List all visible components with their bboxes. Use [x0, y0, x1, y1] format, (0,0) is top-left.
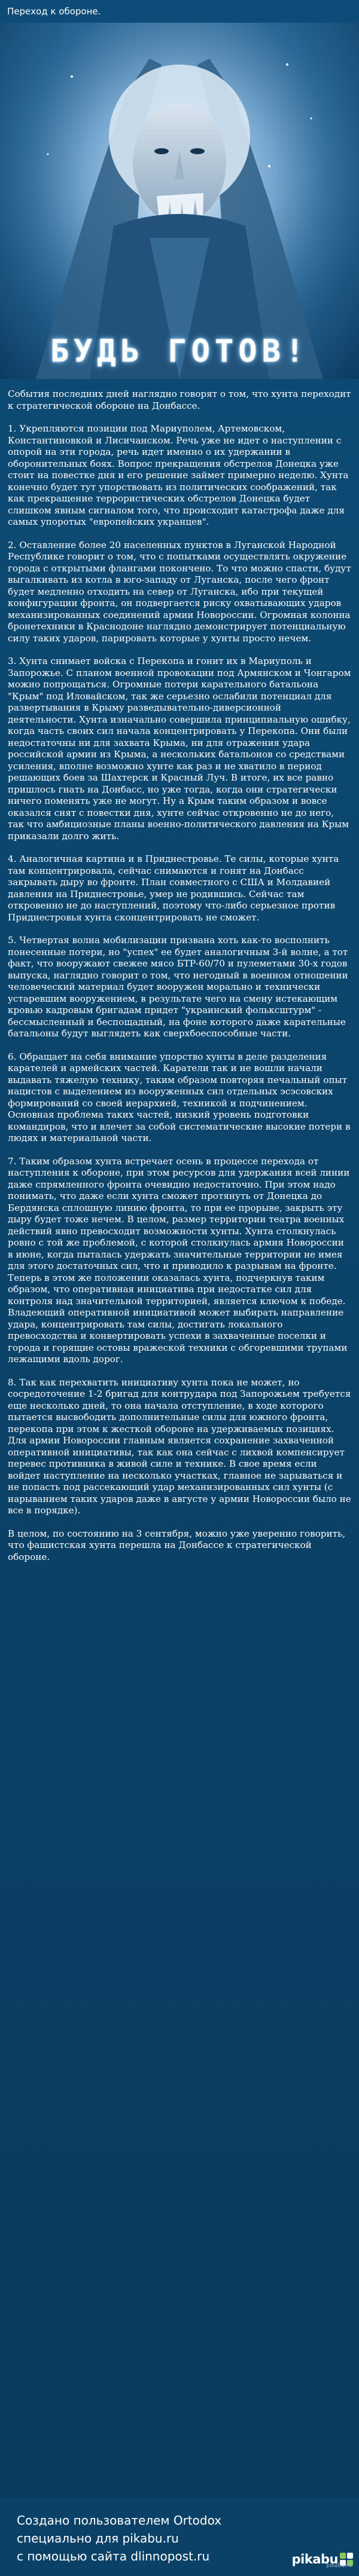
paragraph-7: 7. Таким образом хунта встречает осень в процессе перехода от наступления к обороне, при этом ресурсов для удержания всей линии даже спрямленного фронта очевидно недостаточно. При этом надо понимать, что даже если хунта сможет протянуть от Донецка до Бердянска сплошную линию фронта, то при ее прорыве, закрыть эту дыру будет тоже нечем. В целом, размер территории театра военных действий явно превосходит возможности хунты. Хунта столкнулась ровно с той же проблемой, с которой столкнулась армия Новороссии в июне, когда пыталась удержать значительные территории не имея для этого достаточных сил, что и приводило к разрывам на фронте. Теперь в этом же положении оказалась хунта, подчеркнув таким образом, что оперативная инициатива при недостатке сил для контроля над значительной территорией, является ключом к победе. Владеющий оперативной инициативой может выбирать направление удара, концентрировать там силы, достигать локального превосходства и конвертировать успехи в захваченные поселки и города и горящие остовы вражеской техники с обгоревшими трупами лежащими вдоль дорог.	[8, 1155, 350, 1365]
watermark: pikabu.ru	[326, 2563, 352, 2569]
paragraph-conclusion: В целом, по состоянию на 3 сентября, можно уже уверенно говорить, что фашистская хунта перешла на Донбассе к стратегической обороне.	[8, 1528, 346, 1562]
paragraph-2: 2. Оставление более 20 населенных пунктов в Луганской Народной Республике говорит о том, что с попытками осуществлять окружение города с открытыми флангами покончено. То что можно спасти, будут выгалкивать из котла в юго-западу от Луганска, после чего фронт будет медленно отходить на север от Луганска, ибо при текущей конфигурации фронта, он подвергается риску охватывающих ударов механизированных соединений армии Новороссии. Огромная колонна бронетехники в Краснодоне наглядно демонстрирует потенциальную силу таких ударов, парировать которые у хунты просто нечем.	[8, 539, 351, 644]
poster-caption: БУДЬ ГОТОВ!	[50, 334, 309, 369]
credit-generator: с помощью сайта dlinnopost.ru	[17, 2549, 210, 2563]
paragraph-1: 1. Укрепляются позиции под Мариуполем, Артемовском, Константиновкой и Лисичанском. Речь уже не идет о наступлении с опорой на эти города, речь идет именно о их удержании в оборонительных боях. Вопрос прекращения обстрелов Донецка уже стоит на повестке дня и его решение займет примерно неделю. Хунта конечно будет тут упорствовать из политических соображений, так как прекращение террористических обстрелов Донецка будет слишком явным сигналом того, что происходит катастрофа даже для самых упоротых "европейских укранцев".	[8, 423, 349, 527]
post-title: Переход к обороне.	[0, 0, 359, 23]
paragraph-intro: События последних дней наглядно говорят о том, что хунта переходит к стратегической обороне на Донбассе.	[8, 388, 351, 411]
paragraph-5: 5. Четвертая волна мобилизации призвана хоть как-то восполнить понесенные потери, но "успех" ее будет аналогичным 3-й волне, а тот факт, что вооружают свежее мясо БТР-60/70 и пулеметами 30-х годов выпуска, наглядно говорит о том, что негодный в военном отношении человеческий материал будет вооружен морально и технически устаревшим вооружением, в результате чего на смену истекающим кровью кадровым бригадам придет "украинский фольксштурм" - бессмысленный и беспощадный, на фоне которого даже карательные батальоны будут выглядеть как сверхбоеспособные части.	[8, 935, 348, 1039]
paragraph-6: 6. Обращает на себя внимание упорство хунты в деле разделения карателей и армейских частей. Каратели так и не вошли начали выдавать тяжелую технику, таким образом повторяя печальный опыт нацистов с выделением из вооруженных сил отдельных эсэсовских формирований со своей иерархией, техникой и подчинением. Основная проблема таких частей, низкий уровень подготовки командиров, что и влечет за собой систематические высокие потери в людях и материальной части.	[8, 1051, 351, 1143]
paragraph-4: 4. Аналогичная картина и в Приднестровье. Те силы, которые хунта там концентрировала, сейчас снимаются и гонят на Донбасс закрывать дыру во фронте. План совместного с США и Молдавией давления на Приднестровье, умер не родившись. Сейчас там откровенно не до наступлений, поэтому что-либо серьезное против Приднестровья хунта сконцентрировать не сможет.	[8, 853, 339, 923]
article-body	[0, 379, 359, 2498]
credit-author: Создано пользователем Ortodox	[17, 2513, 222, 2528]
pikabu-logo-text: pikabu	[291, 2552, 338, 2566]
frozen-face-illustration	[0, 23, 359, 379]
credits-footer	[0, 2498, 359, 2576]
credit-site: специально для pikabu.ru	[17, 2531, 179, 2546]
poster-image	[0, 23, 359, 379]
paragraph-3: 3. Хунта снимает войска с Перекопа и гонит их в Мариуполь и Запорожье. С планом военной провокации под Армянском и Чонгаром можно попрощаться. Огромные потери карательного батальона "Крым" под Иловайском, так же серьезно ослабили потенциал для развертывания в Крыму разведывательно-диверсионной деятельности. Хунта изначально совершила принципиальную ошибку, когда часть своих сил начала концентрировать у Перекопа. Они были недостаточны ни для захвата Крыма, ни для отражения удара российской армии из Крыма, а нескольких батальонов со средствами усиления, вполне возможно хунте как раз и не хватило в период решающих боев за Шахтерск и Красный Луч. В итоге, их все равно пришлось гнать на Донбасс, но уже тогда, когда они стратегически ничего поменять уже не могут. Ну а Крым таким образом и вовсе оказался снят с повестки дня, хунте сейчас откровенно не до него, так что амбициозные планы военно-политического давления на Крым приказали долго жить.	[8, 656, 351, 842]
paragraph-8: 8. Так как перехватить инициативу хунта пока не может, но сосредоточение 1-2 бригад для контрудара под Запорожьем требуется еще несколько дней, то она начала отступление, в ходе которого пытается высвободить дополнительные силы для южного фронта, перекопа при этом к жесткой обороне на удерживаемых позициях. Для армии Новороссии главным является сохранение захваченной оперативной инициативы, так как она сейчас с лихвой компенсирует перевес противника в живой силе и технике. В свое время если войдет наступление на несколько участках, главное не зарываться и не попасть под рассекающий удар механизированных сил хунты (с нарыванием таких ударов даже в августе у армии Новороссии было не все в порядке).	[8, 1376, 351, 1516]
